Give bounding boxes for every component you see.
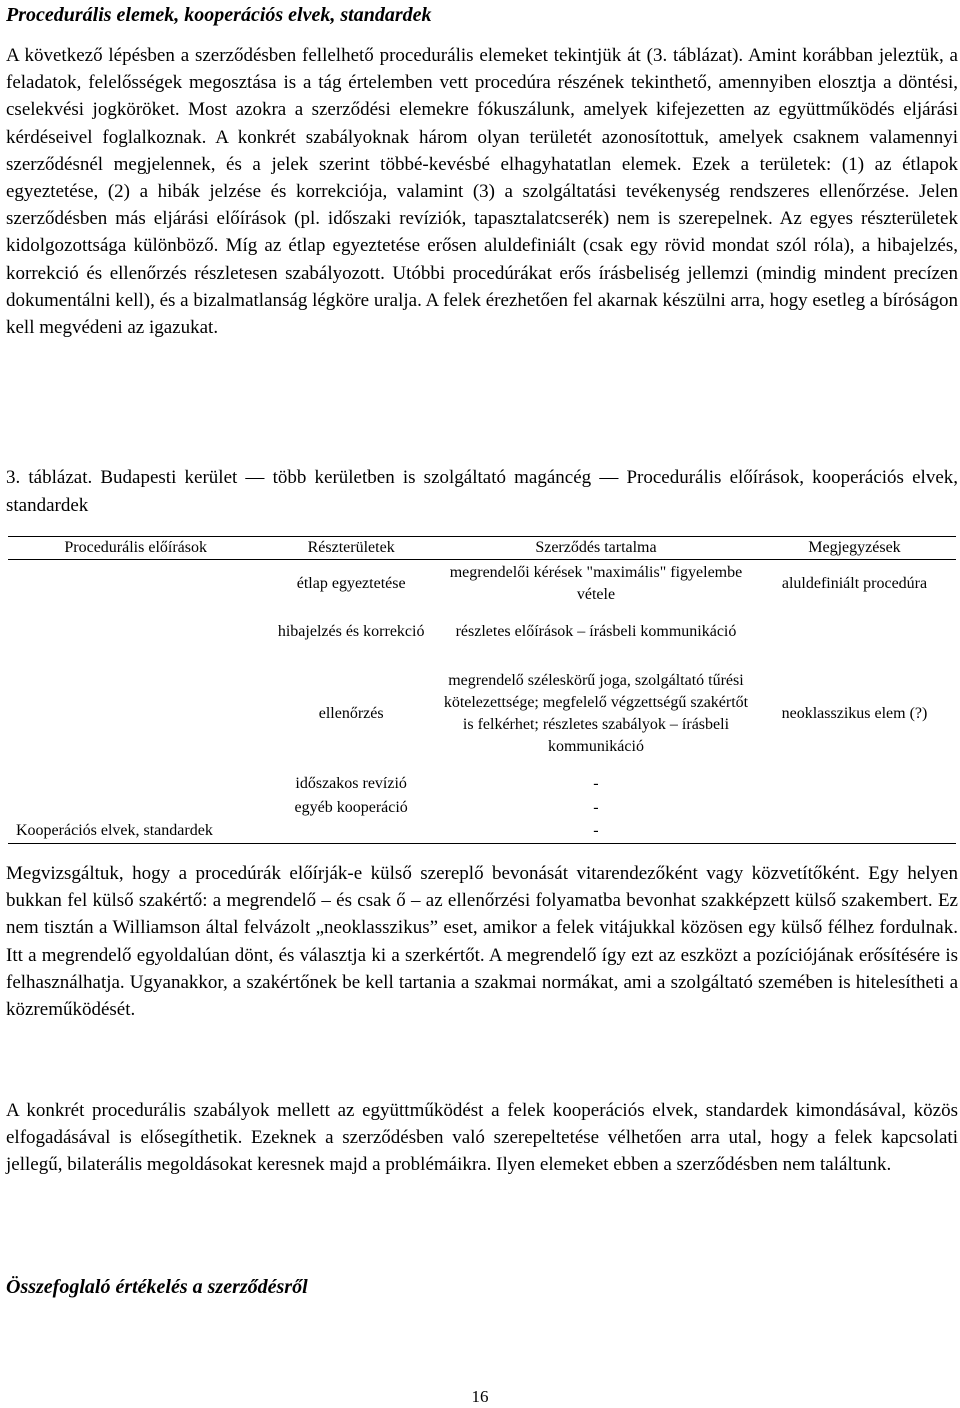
table-cell: ellenőrzés (318, 704, 384, 722)
table-cell: egyéb kooperáció (294, 798, 408, 816)
table-row (8, 560, 956, 608)
table-row (8, 772, 956, 796)
table-cell: - (593, 774, 599, 792)
table-cell (8, 656, 263, 772)
page-number: 16 (471, 1387, 489, 1406)
table-caption: 3. táblázat. Budapesti kerület — több kerületben is szolgáltató magáncég — Procedurális előírások, kooperációs elvek, standardek (6, 467, 958, 516)
table-cell: megrendelő széleskörű joga, szolgáltató tűrési kötelezettsége; megfelelő végzettségű szakértőt is felkérhet; részletes szabályok – írásbeli kommunikáció (443, 671, 749, 755)
table-row (8, 796, 956, 820)
table-header-row (8, 537, 956, 560)
table-cell (8, 560, 263, 608)
table-cell: étlap egyeztetése (296, 574, 406, 592)
table-cell (753, 796, 956, 820)
paragraph-2: Megvizsgáltuk, hogy a procedúrák előírják-e külső szereplő bevonását vitarendezőként vagy közvetítőként. Egy helyen bukkan fel külső szakértő: a megrendelő – és csak ő – az ellenőrzési folyamatba bevonhat szakképzett külső szakembert. Ez nem tisztán a Williamson által felvázolt „neoklasszikus” eset, amikor a felek vitájukkal közösen egy külső félhez fordulnak. Itt a megrendelő egyoldalúan dönt, és választja ki a szerkértőt. A megrendelő így ezt az eszközt a pozíciójának erősítésére is felhasználhatja. Ugyanakkor, a szakértőnek be kell tartania a szakmai normákat, ami a szolgáltató szemében is hitelesítheti a közreműködését. (6, 863, 958, 1021)
table-cell (753, 608, 956, 656)
table-cell: hibajelzés és korrekció (277, 622, 425, 640)
table-cell: Kooperációs elvek, standardek (8, 820, 263, 844)
paragraph-3: A konkrét procedurális szabályok mellett az együttműködést a felek kooperációs elvek, standardek kimondásával, közös elfogadásával is elősegíthetik. Ezeknek a szerződésben való szerepeltetése vélhetően arra utal, hogy a felek kapcsolati jellegű, bilaterális megoldásokat keresnek majd a problémáikra. Ilyen elemeket ebben a szerződésben nem találtunk. (6, 1100, 958, 1176)
table-row (8, 608, 956, 656)
table-cell (8, 772, 263, 796)
table-cell: időszakos revízió (295, 774, 407, 792)
paragraph-1: A következő lépésben a szerződésben fellelhető procedurális elemeket tekintjük át (3. táblázat). Amint korábban jeleztük, a feladatok, felelősségek megosztása is a tág értelemben vett procedúra részének tekinthető, amennyiben elosztja a döntési, cselekvési jogköröket. Most azokra a szerződési elemekre fókuszálunk, amelyek kifejezetten az együttműködés eljárási kérdéseivel foglalkoznak. A konkrét szabályoknak három olyan területét azonosítottuk, amelyek csaknem valamennyi szerződésnél megjelennek, és a jelek szerint többé-kevésbé elhagyhatatlan elemek. Ezek a területek: (1) az étlapok egyeztetése, (2) a hibák jelzése és korrekciója, valamint (3) a szolgáltatási tevékenység rendszeres ellenőrzése. Jelen szerződésben más eljárási előírások (pl. időszaki revíziók, tapasztalatcserék) nem is szerepelnek. Az egyes részterületek kidolgozottsága különböző. Míg az étlap egyeztetése erősen aluldefiniált (csak egy rövid mondat szól róla), a hibajelzés, korrekció és ellenőrzés részletesen szabályozott. Utóbbi procedúrákat erős írásbeliség jellemzi (mindig mindent precízen dokumentálni kell), és a bizalmatlanság légköre uralja. A felek érezhetően fel akarnak készülni arra, hogy esetleg a bíróságon kell megvédeni az igazukat. (6, 45, 958, 339)
table-cell (753, 820, 956, 844)
table-cell: - (439, 820, 753, 844)
table-cell: neoklasszikus elem (?) (781, 704, 928, 722)
section-heading-2: Összefoglaló értékelés a szerződésről (6, 1276, 308, 1298)
table-cell: részletes előírások – írásbeli kommunikáció (455, 622, 737, 640)
table-header-cell: Részterületek (263, 537, 439, 560)
table-cell (8, 796, 263, 820)
table-cell: aluldefiniált procedúra (781, 574, 928, 592)
table-cell (8, 608, 263, 656)
table-row (8, 820, 956, 844)
table-cell: megrendelői kérések "maximális" figyelembe vétele (449, 563, 743, 603)
section-heading: Procedurális elemek, kooperációs elvek, standardek (6, 4, 432, 26)
table-cell (263, 820, 439, 844)
procedural-table (8, 536, 956, 844)
table-header-cell: Procedurális előírások (8, 537, 263, 560)
table-row (8, 656, 956, 772)
table-cell (753, 772, 956, 796)
table-header-cell: Szerződés tartalma (439, 537, 753, 560)
table-cell: - (593, 798, 599, 816)
table-header-cell: Megjegyzések (753, 537, 956, 560)
